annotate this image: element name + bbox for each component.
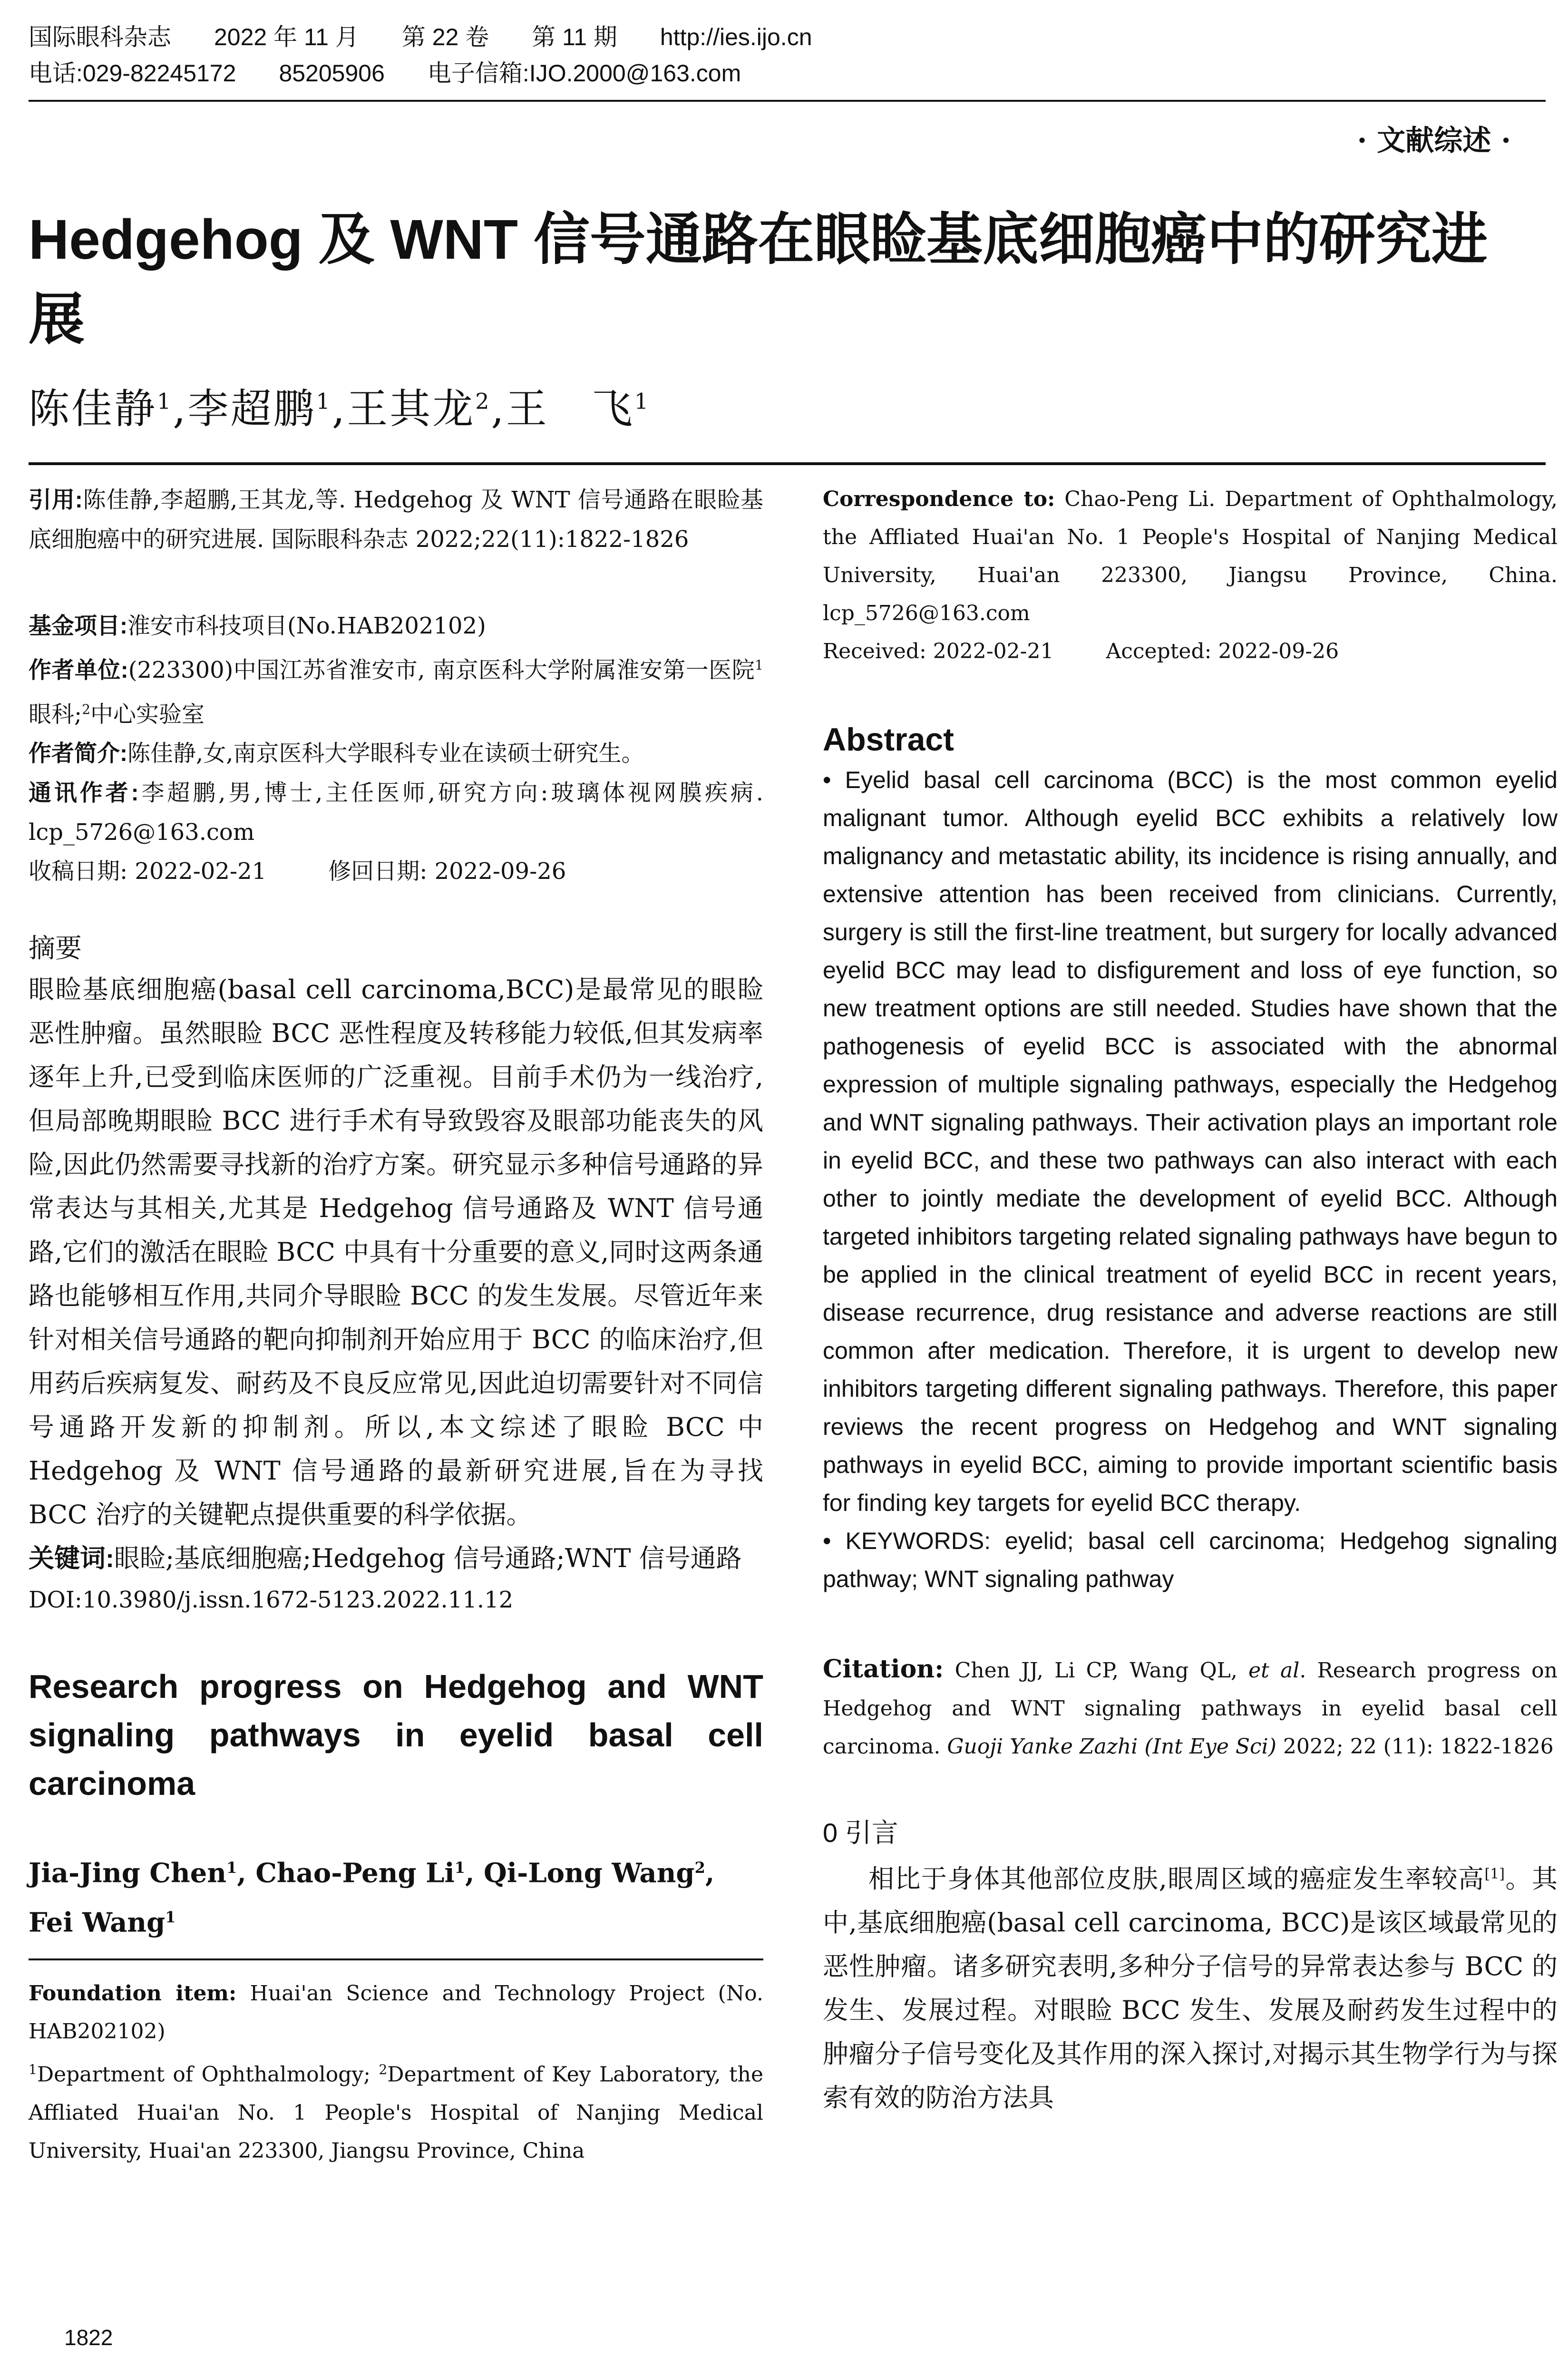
email[interactable]: 电子信箱:IJO.2000@163.com — [427, 60, 741, 87]
left-column — [29, 480, 763, 2170]
intro-text — [823, 1852, 1558, 2120]
corresponding-author — [29, 773, 763, 852]
correspondence-text: Chao-Peng Li. Department of Ophthalmology, the Affliated Huai'an No. 1 People's Hospital of Nanjing Medical University, Huai'an 223300, Jiangsu Province, China. lcp_5726@163.com — [823, 487, 1558, 625]
author-aff: 1 — [165, 1908, 176, 1926]
corr-text: 李超鹏,男,博士,主任医师,研究方向:玻璃体视网膜疾病. lcp_5726@163.com — [29, 779, 763, 846]
keywords-label: 关键词: — [29, 1544, 114, 1573]
corr-label: 通讯作者: — [29, 780, 139, 806]
revised-date: 修回日期: 2022-09-26 — [328, 858, 566, 885]
received-en: Received: 2022-02-21 — [823, 639, 1054, 663]
citation-en-text: Chen JJ, Li CP, Wang QL, — [954, 1658, 1249, 1683]
fund-text: 淮安市科技项目(No.HAB202102) — [127, 613, 486, 639]
dates-en — [823, 633, 1558, 671]
keywords-text: 眼睑;基底细胞癌;Hedgehog 信号通路;WNT 信号通路 — [114, 1543, 742, 1573]
abstract-heading-en: Abstract — [823, 721, 954, 758]
citation-text: 陈佳静,李超鹏,王其龙,等. Hedgehog 及 WNT 信号通路在眼睑基底细胞癌中的研究进展. 国际眼科杂志 2022;22(11):1822-1826 — [29, 487, 763, 553]
unit-label: 作者单位: — [29, 658, 128, 683]
english-title: Research progress on Hedgehog and WNT signaling pathways in eyelid basal cell carcinoma — [29, 1668, 763, 1802]
author-bio — [29, 734, 763, 773]
correspondence-label: Correspondence to: — [823, 487, 1055, 511]
author-cn: 陈佳静 — [29, 385, 157, 433]
intro-text-part: 。其中,基底细胞癌(basal cell carcinoma, BCC)是该区域最常见的恶性肿瘤。诸多研究表明,多种分子信号的异常表达参与 BCC 的发生、发展过程。对眼睑 BCC 发生、发展及耐药发生过程中的肿瘤分子信号变化及其作用的深入探讨,对揭示其生物学行为与探索有效的防治方法具 — [823, 1864, 1558, 2113]
author-aff: 1 — [634, 388, 651, 414]
doi[interactable]: DOI:10.3980/j.issn.1672-5123.2022.11.12 — [29, 1587, 514, 1613]
journal-header — [29, 19, 1531, 91]
author-en: Qi-Long Wang — [484, 1857, 695, 1889]
author-cn: 王 飞 — [506, 385, 634, 433]
citation-journal: Guoji Yanke Zazhi (Int Eye Sci) — [947, 1734, 1276, 1759]
foundation-label: Foundation item: — [29, 1981, 237, 2006]
keywords-cn — [29, 1537, 763, 1580]
issue: 第 11 期 — [532, 24, 617, 50]
phone-2: 85205906 — [279, 60, 385, 87]
title-divider — [29, 462, 1546, 465]
author-aff: 1 — [226, 1859, 237, 1877]
abstract-text-en: • Eyelid basal cell carcinoma (BCC) is the most common eyelid malignant tumor. Although eyelid BCC exhibits a relatively low malignancy and metastatic ability, its incidence is rising annually, and extensive attention has been received from clinicians. Currently, surgery is still the first-line treatment, but surgery for locally advanced eyelid BCC may lead to disfigurement and loss of eye function, so new treatment options are still needed. Studies have shown that the pathogenesis of eyelid BCC is associated with the abnormal expression of multiple signaling pathways, especially the Hedgehog and WNT signaling pathways. Their activation plays an important role in eyelid BCC, and these two pathways can also interact with each other to jointly mediate the development of eyelid BCC. Although targeted inhibitors targeting related signaling pathways have begun to be applied in the clinical treatment of eyelid BCC in recent years, disease recurrence, drug resistance and adverse reactions are still common after medication. Therefore, it is urgent to develop new inhibitors targeting different signaling pathways. Therefore, this paper reviews the recent progress on Hedgehog and WNT signaling pathways in eyelid BCC, aiming to provide important scientific basis for finding key targets for eyelid BCC therapy. — [823, 767, 1558, 1516]
author-en: Fei Wang — [29, 1907, 166, 1939]
citation-etal: et al — [1248, 1658, 1300, 1683]
aff-sup: 1 — [29, 2062, 37, 2078]
journal-url[interactable]: http://ies.ijo.cn — [660, 24, 812, 50]
reference-marker[interactable]: [1] — [1484, 1866, 1505, 1882]
right-column — [823, 480, 1558, 2120]
aff-text: Department of Ophthalmology; — [37, 2062, 379, 2087]
foundation-item — [29, 1975, 763, 2051]
bio-label: 作者简介: — [29, 741, 127, 766]
volume: 第 22 卷 — [401, 24, 489, 50]
correspondence-en — [823, 480, 1558, 633]
authors-cn: 陈佳静$^1$,李超鹏$^1$,王其龙$^2$,王 飞$^1$ — [29, 385, 651, 433]
unit-sup: 1 — [755, 657, 763, 673]
abstract-text-cn: 眼睑基底细胞癌(basal cell carcinoma,BCC)是最常见的眼睑恶性肿瘤。虽然眼睑 BCC 恶性程度及转移能力较低,但其发病率逐年上升,已受到临床医师的广泛重视。目前手术仍为一线治疗,但局部晚期眼睑 BCC 进行手术有导致毁容及眼部功能丧失的风险,因此仍然需要寻找新的治疗方案。研究显示多种信号通路的异常表达与其相关,尤其是 Hedgehog 信号通路及 WNT 信号通路,它们的激活在眼睑 BCC 中具有十分重要的意义,同时这两条通路也能够相互作用,共同介导眼睑 BCC 的发生发展。尽管近年来针对相关信号通路的靶向抑制剂开始应用于 BCC 的临床治疗,但用药后疾病复发、耐药及不良反应常见,因此迫切需要针对不同信号通路开发新的抑制剂。所以,本文综述了眼睑 BCC 中 Hedgehog 及 WNT 信号通路的最新研究进展,旨在为寻找 BCC 治疗的关键靶点提供重要的科学依据。 — [29, 974, 764, 1529]
unit-text: (223300)中国江苏省淮安市, 南京医科大学附属淮安第一医院 — [128, 657, 755, 683]
unit-text: 眼科; — [29, 701, 82, 728]
authors-en: Jia-Jing Chen$^1$, Chao-Peng Li$^1$, Qi-Long Wang$^2$, Fei Wang$^1$ — [29, 1857, 715, 1939]
aff-sup: 2 — [379, 2062, 388, 2078]
citation-label: 引用: — [29, 487, 83, 513]
author-aff: 1 — [157, 388, 173, 414]
author-units — [29, 646, 763, 734]
author-aff: 1 — [454, 1859, 466, 1877]
issue-date: 2022 年 11 月 — [214, 24, 359, 50]
fund-label: 基金项目: — [29, 614, 127, 639]
intro-text-part: 相比于身体其他部位皮肤,眼周区域的癌症发生率较高 — [868, 1864, 1485, 1894]
citation-en — [823, 1650, 1558, 1766]
author-aff: 2 — [475, 388, 491, 414]
header-divider — [29, 100, 1546, 102]
keywords-en: • KEYWORDS: eyelid; basal cell carcinoma; Hedgehog signaling pathway; WNT signaling pathway — [823, 1528, 1558, 1592]
accepted-en: Accepted: 2022-09-26 — [1106, 639, 1339, 663]
aff-text: Department of Key Laboratory, the Affliated Huai'an No. 1 People's Hospital of Nanjing Medical University, Huai'an 223300, Jiangsu Province, China — [29, 2062, 764, 2163]
dates — [29, 852, 763, 891]
page-number: 1822 — [64, 2325, 113, 2350]
journal-name: 国际眼科杂志 — [29, 24, 171, 50]
phone: 电话:029-82245172 — [29, 60, 236, 87]
author-aff: 2 — [694, 1859, 705, 1877]
fund-item — [29, 606, 763, 646]
author-en: Chao-Peng Li — [255, 1857, 455, 1889]
received-date: 收稿日期: 2022-02-21 — [29, 858, 267, 885]
citation-cn — [29, 480, 763, 559]
citation-en-label: Citation: — [823, 1655, 944, 1684]
author-en: Jia-Jing Chen — [29, 1857, 227, 1889]
author-cn: 王其龙 — [347, 385, 476, 433]
affiliations-en — [29, 2051, 763, 2170]
abstract-heading-cn: 摘要 — [29, 933, 82, 963]
bio-text: 陈佳静,女,南京医科大学眼科专业在读硕士研究生。 — [127, 740, 644, 767]
section-tag: · 文献综述 · — [1357, 124, 1511, 157]
citation-en-text: 2022; 22 (11): 1822-1826 — [1276, 1734, 1554, 1759]
unit-text: 中心实验室 — [90, 701, 205, 728]
author-cn: 李超鹏 — [187, 385, 316, 433]
unit-sup: 2 — [82, 701, 91, 717]
intro-heading: 0 引言 — [823, 1818, 898, 1848]
article-title: Hedgehog 及 WNT 信号通路在眼睑基底细胞癌中的研究进展 — [29, 208, 1488, 351]
author-aff: 1 — [316, 388, 332, 414]
citation-en-text: . Research progress on Hedgehog and WNT signaling pathways in eyelid basal cell carcinoma. — [823, 1658, 1558, 1759]
foundation-text: Huai'an Science and Technology Project (No. HAB202102) — [29, 1981, 763, 2044]
